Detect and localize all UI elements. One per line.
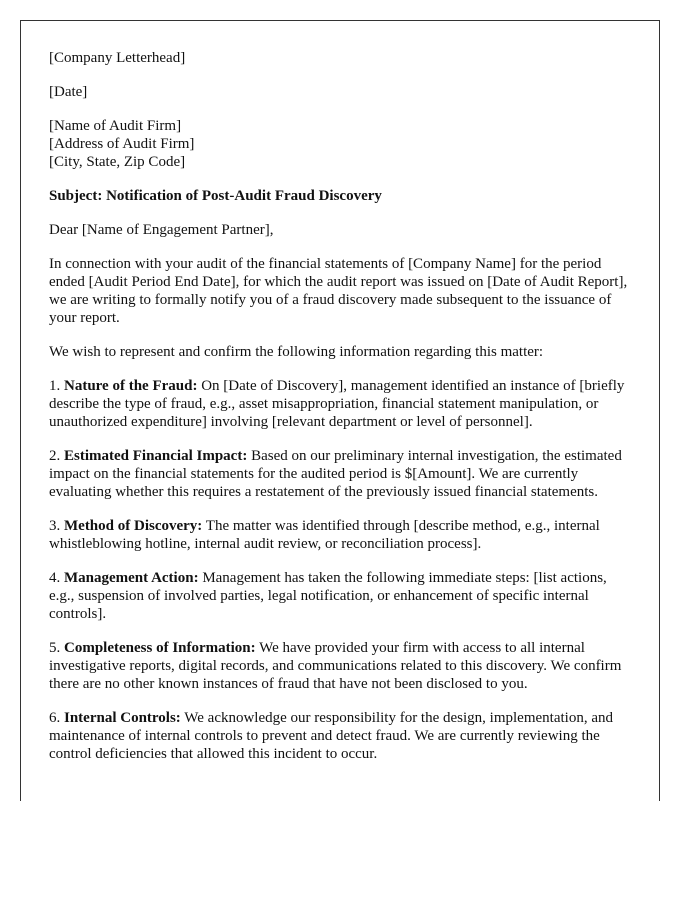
item-completeness-of-information [49, 639, 631, 693]
item-text: We have provided your firm with access to all internal investigative reports, digital records, and communications related to this discovery. We confirm there are no other known instances of fraud that have not been disclosed to you. [49, 640, 622, 692]
item-heading: Management Action: [64, 570, 199, 586]
letter-page [20, 20, 660, 801]
item-number: 5. [49, 640, 64, 656]
item-heading: Estimated Financial Impact: [64, 448, 248, 464]
item-text: On [Date of Discovery], management identified an instance of [briefly describe the type of fraud, e.g., asset misappropriation, financial statement manipulation, or unauthorized expenditure] involving [relevant department or level of personnel]. [49, 378, 625, 430]
intro-paragraph: In connection with your audit of the financial statements of [Company Name] for the period ended [Audit Period End Date], for which the audit report was issued on [Date of Audit Report], we are writing to formally notify you of a fraud discovery made subsequent to the issuance of your report. [49, 256, 628, 326]
item-number: 1. [49, 378, 64, 394]
item-method-of-discovery [49, 517, 631, 553]
item-number: 4. [49, 570, 64, 586]
recipient-address-block [49, 117, 631, 171]
item-number: 3. [49, 518, 64, 534]
item-heading: Completeness of Information: [64, 640, 256, 656]
item-nature-of-fraud [49, 377, 631, 431]
item-number: 6. [49, 710, 64, 726]
item-heading: Internal Controls: [64, 710, 181, 726]
item-internal-controls [49, 709, 631, 763]
item-text: We acknowledge our responsibility for the design, implementation, and maintenance of internal controls to prevent and detect fraud. We are currently reviewing the control deficiencies that allowed this incident to occur. [49, 710, 613, 762]
item-number: 2. [49, 448, 64, 464]
letter-date: [Date] [49, 84, 88, 100]
item-text: Based on our preliminary internal investigation, the estimated impact on the financial statements for the audited period is $[Amount]. We are currently evaluating whether this requires a restatement of the previously issued financial statements. [49, 448, 622, 500]
item-text: Management has taken the following immediate steps: [list actions, e.g., suspension of involved parties, legal notification, or enhancement of specific internal controls]. [49, 570, 607, 622]
item-heading: Method of Discovery: [64, 518, 203, 534]
recipient-name: [Name of Audit Firm] [49, 118, 182, 134]
lead-in-paragraph: We wish to represent and confirm the following information regarding this matter: [49, 344, 544, 360]
recipient-city-state-zip: [City, State, Zip Code] [49, 154, 186, 170]
item-heading: Nature of the Fraud: [64, 378, 198, 394]
subject-line: Subject: Notification of Post-Audit Fraud Discovery [49, 188, 382, 204]
item-text: The matter was identified through [describe method, e.g., internal whistleblowing hotline, internal audit review, or reconciliation process]. [49, 518, 600, 552]
company-letterhead: [Company Letterhead] [49, 50, 186, 66]
item-management-action [49, 569, 631, 623]
item-estimated-financial-impact [49, 447, 631, 501]
recipient-address: [Address of Audit Firm] [49, 136, 195, 152]
salutation: Dear [Name of Engagement Partner], [49, 222, 274, 238]
